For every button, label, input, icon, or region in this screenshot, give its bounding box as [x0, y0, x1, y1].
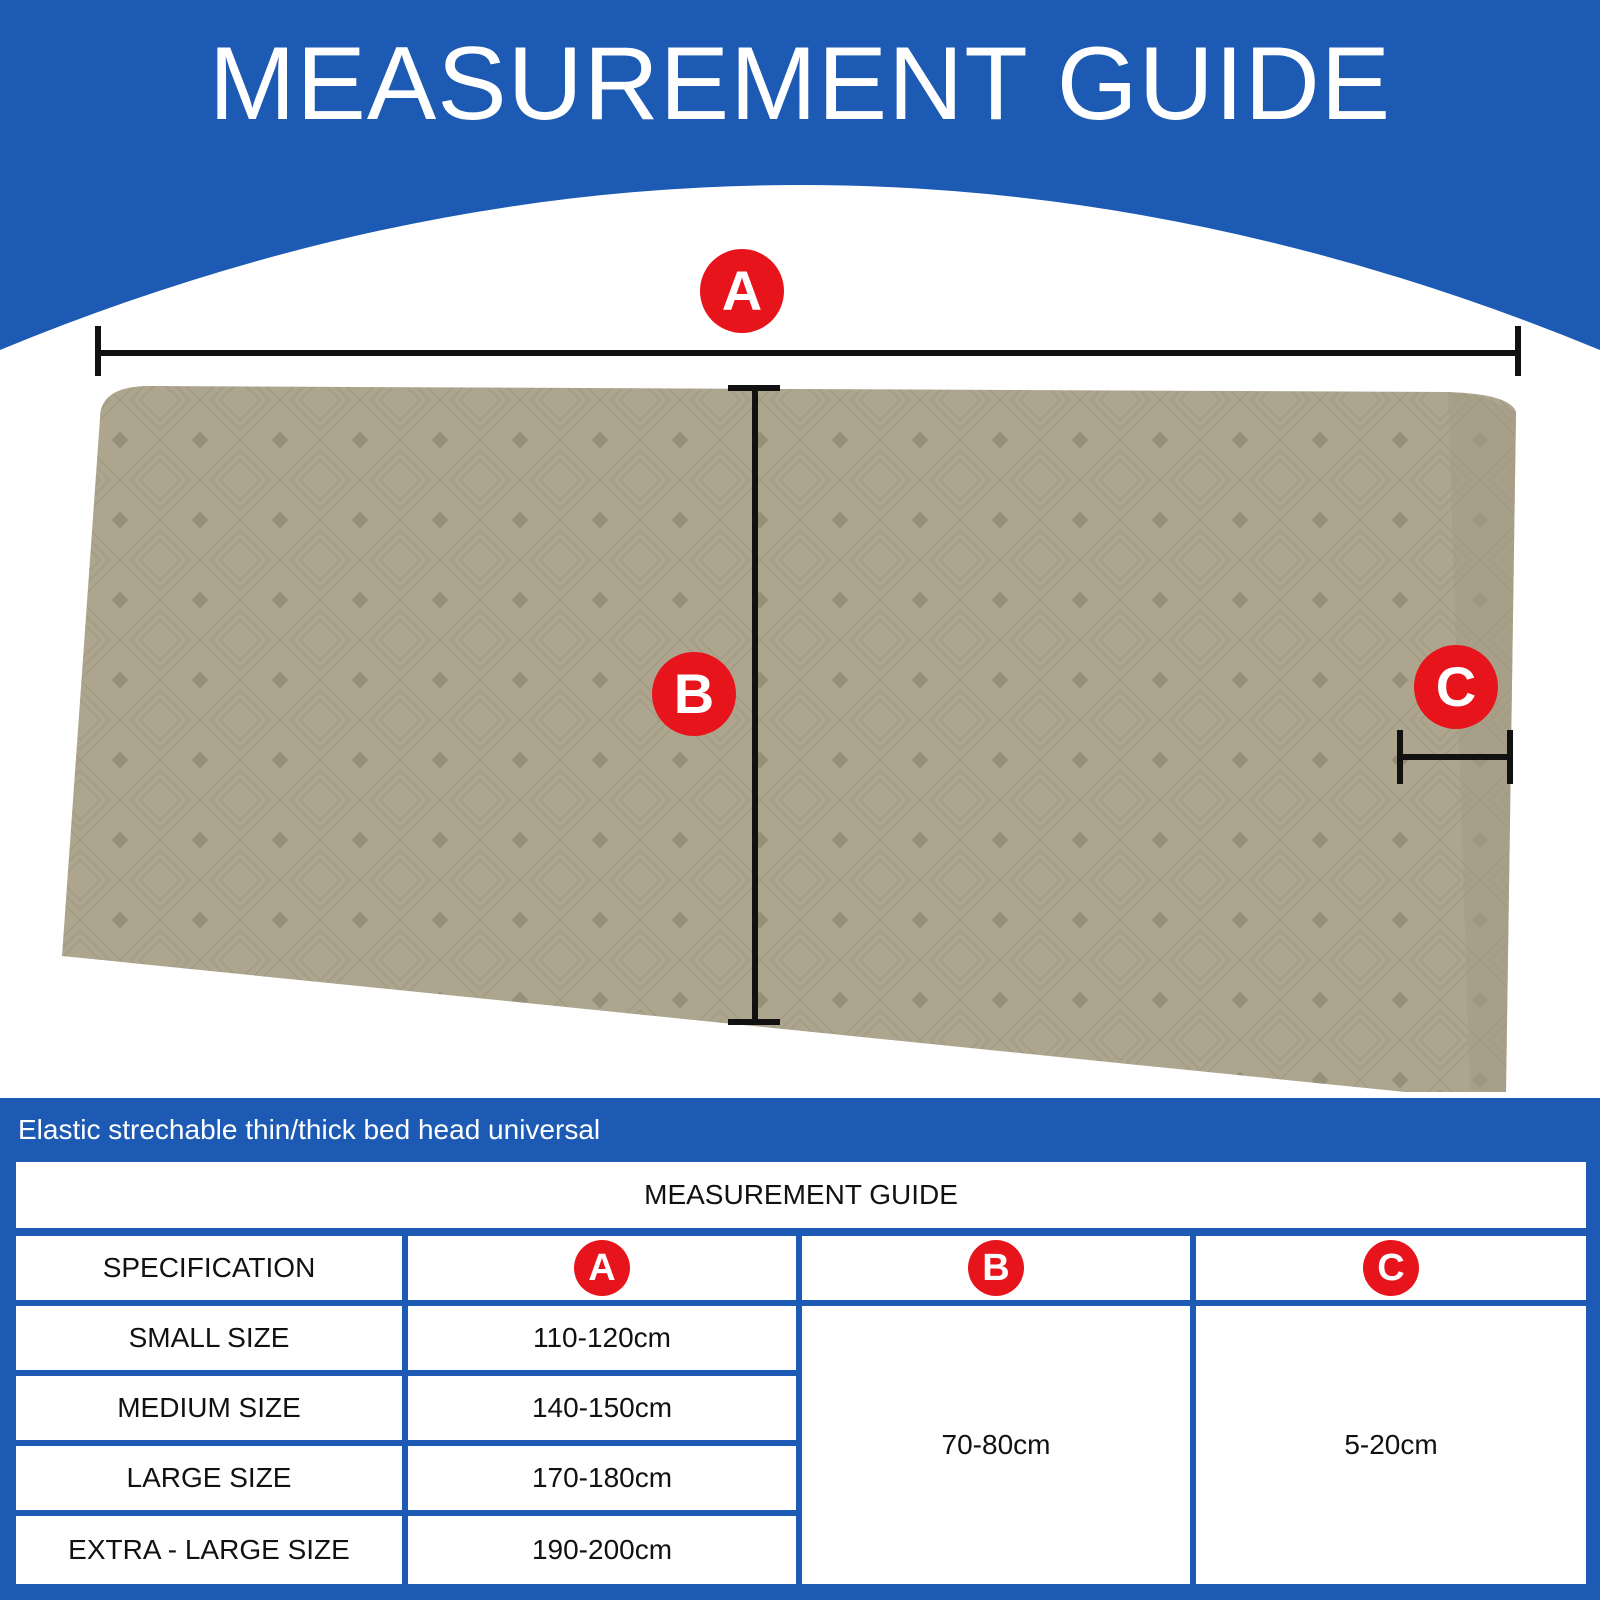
col-a-header	[408, 1236, 796, 1300]
table-title-text: MEASUREMENT GUIDE	[644, 1179, 958, 1210]
svg-text:A: A	[721, 259, 763, 322]
size-table-panel	[0, 1098, 1600, 1600]
spec-header-cell	[16, 1236, 402, 1300]
a-value	[408, 1306, 796, 1370]
size-text: LARGE SIZE	[126, 1462, 292, 1493]
size-label	[16, 1516, 402, 1584]
a-value-text: 140-150cm	[531, 1392, 673, 1423]
a-value-text: 110-120cm	[532, 1322, 671, 1353]
headboard	[62, 386, 1516, 1092]
col-c-header	[1196, 1236, 1586, 1300]
a-value-text: 170-180cm	[531, 1462, 673, 1493]
dimension-a-line	[98, 326, 1518, 376]
badge-c	[1414, 645, 1498, 729]
size-label	[16, 1376, 402, 1440]
c-value-text: 5-20cm	[1344, 1429, 1438, 1460]
col-b-header	[802, 1236, 1190, 1300]
badge-b	[652, 652, 736, 736]
a-value	[408, 1446, 796, 1510]
b-value-cell	[802, 1306, 1190, 1584]
c-value-cell	[1196, 1306, 1586, 1584]
badge-c-icon: C	[1363, 1240, 1419, 1296]
table-title	[16, 1162, 1586, 1228]
badge-b-icon: B	[968, 1240, 1024, 1296]
badge-a	[700, 249, 784, 333]
page-title: MEASUREMENT GUIDE	[208, 26, 1392, 142]
headboard-diagram	[0, 240, 1600, 1100]
a-value	[408, 1376, 796, 1440]
a-value-text: 190-200cm	[531, 1534, 673, 1565]
b-value-text: 70-80cm	[941, 1429, 1051, 1460]
size-text: MEDIUM SIZE	[117, 1392, 301, 1423]
size-label	[16, 1446, 402, 1510]
spec-header: SPECIFICATION	[102, 1252, 316, 1283]
svg-text:B: B	[673, 662, 715, 725]
size-text: SMALL SIZE	[128, 1322, 290, 1353]
product-subtitle: Elastic strechable thin/thick bed head universal	[18, 1114, 601, 1145]
size-label	[16, 1306, 402, 1370]
size-text: EXTRA - LARGE SIZE	[68, 1534, 350, 1565]
badge-a-icon: A	[574, 1240, 630, 1296]
a-value	[408, 1516, 796, 1584]
svg-text:C: C	[1435, 655, 1477, 718]
